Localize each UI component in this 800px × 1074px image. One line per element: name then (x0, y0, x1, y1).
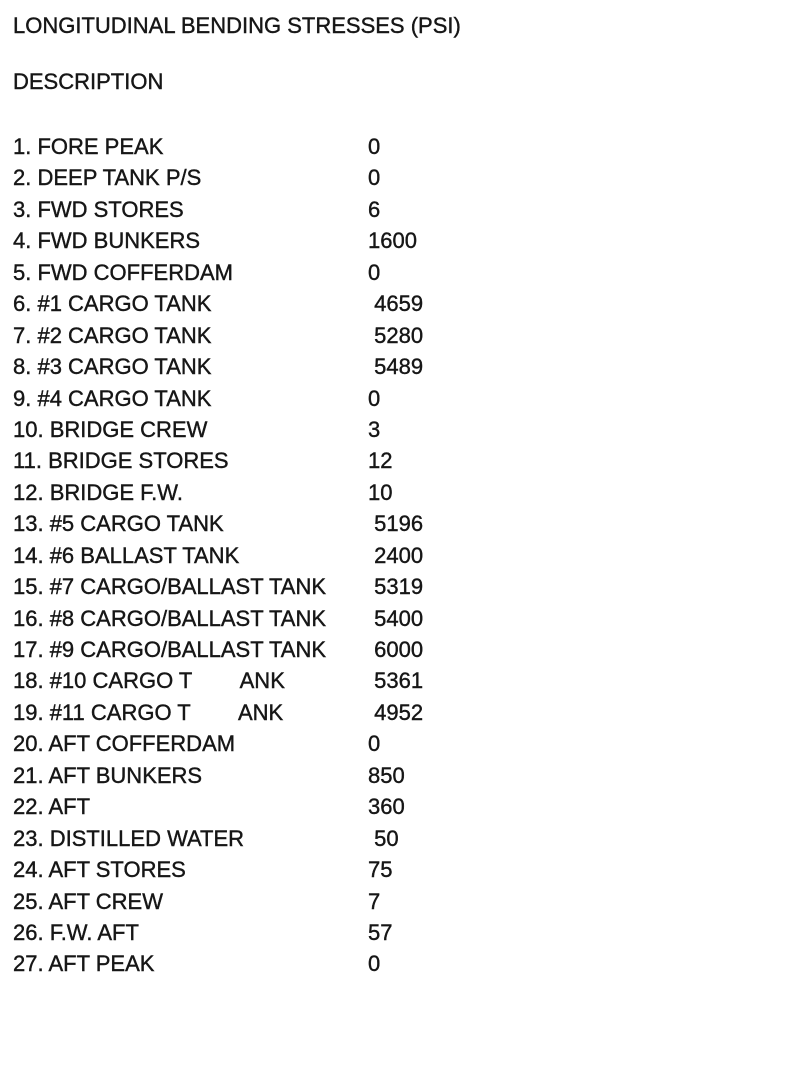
row-value: 5489 (368, 354, 424, 380)
row-label: 13. #5 CARGO TANK (13, 511, 224, 537)
stress-row (13, 288, 800, 319)
stress-row (13, 320, 800, 351)
row-value: 0 (368, 731, 381, 757)
row-value: 4952 (368, 699, 424, 725)
stress-row (13, 194, 800, 225)
stress-row (13, 225, 800, 256)
row-value: 0 (368, 385, 381, 411)
row-value: 57 (368, 919, 393, 945)
stress-row (13, 791, 800, 822)
row-label: 23. DISTILLED WATER (13, 825, 245, 851)
row-value: 50 (368, 825, 399, 851)
stress-row (13, 823, 800, 854)
stress-row (13, 351, 800, 382)
section-header: DESCRIPTION (13, 69, 164, 94)
row-value: 0 (368, 259, 381, 285)
row-value: 5196 (368, 511, 424, 537)
row-label: 8. #3 CARGO TANK (13, 354, 212, 380)
row-label: 7. #2 CARGO TANK (13, 322, 212, 348)
row-value: 0 (368, 134, 381, 159)
row-label: 5. FWD COFFERDAM (13, 259, 233, 285)
row-value: 10 (368, 479, 393, 505)
row-value: 0 (368, 951, 381, 977)
row-label: 1. FORE PEAK (13, 134, 164, 159)
row-value: 3 (368, 416, 381, 442)
row-value: 75 (368, 857, 393, 883)
stress-row (13, 634, 800, 665)
row-label: 22. AFT (13, 794, 91, 820)
page-title: LONGITUDINAL BENDING STRESSES (PSI) (13, 13, 461, 38)
stress-row (13, 508, 800, 539)
row-value: 5400 (368, 605, 424, 631)
stress-row (13, 383, 800, 414)
row-label: 12. BRIDGE F.W. (13, 479, 183, 505)
row-value: 4659 (368, 291, 424, 317)
row-label: 17. #9 CARGO/BALLAST TANK (13, 637, 327, 662)
stress-row (13, 697, 800, 728)
stress-row (13, 665, 800, 696)
row-value: 850 (368, 762, 405, 788)
row-label: 3. FWD STORES (13, 196, 184, 222)
stress-row (13, 728, 800, 759)
row-value: 2400 (368, 542, 424, 568)
stress-row (13, 571, 800, 602)
row-value: 1600 (368, 228, 417, 254)
stress-row (13, 131, 800, 162)
row-value: 360 (368, 794, 405, 820)
row-label: 15. #7 CARGO/BALLAST TANK (13, 574, 327, 600)
row-value: 5361 (368, 668, 424, 694)
row-value: 7 (368, 888, 381, 914)
row-label: 14. #6 BALLAST TANK (13, 542, 240, 568)
row-label: 2. DEEP TANK P/S (13, 165, 202, 191)
row-value: 5280 (368, 322, 424, 348)
row-label: 26. F.W. AFT (13, 919, 139, 945)
row-label: 20. AFT COFFERDAM (13, 731, 236, 757)
row-label: 27. AFT PEAK (13, 951, 155, 977)
row-label: 6. #1 CARGO TANK (13, 291, 212, 317)
row-value: 12 (368, 448, 393, 474)
row-label: 16. #8 CARGO/BALLAST TANK (13, 605, 327, 631)
row-value: 5319 (368, 574, 424, 600)
row-value: 0 (368, 165, 381, 191)
stress-row (13, 854, 800, 885)
stress-row (13, 257, 800, 288)
row-value: 6 (368, 196, 381, 222)
row-label: 24. AFT STORES (13, 857, 186, 883)
stress-row (13, 540, 800, 571)
row-label: 19. #11 CARGO T ANK (13, 699, 284, 725)
row-label: 18. #10 CARGO T ANK (13, 668, 285, 694)
stress-row (13, 886, 800, 917)
stress-row (13, 162, 800, 193)
row-label: 4. FWD BUNKERS (13, 228, 201, 254)
stress-row (13, 603, 800, 634)
stress-row (13, 477, 800, 508)
stress-row (13, 917, 800, 948)
row-label: 25. AFT CREW (13, 888, 163, 914)
row-label: 21. AFT BUNKERS (13, 762, 203, 788)
row-label: 9. #4 CARGO TANK (13, 385, 212, 411)
stress-row (13, 414, 800, 445)
stress-row (13, 445, 800, 476)
row-label: 10. BRIDGE CREW (13, 416, 208, 442)
stress-row (13, 760, 800, 791)
row-label: 11. BRIDGE STORES (13, 448, 229, 474)
row-value: 6000 (368, 637, 424, 662)
stress-row (13, 948, 800, 979)
stress-list (13, 131, 800, 980)
